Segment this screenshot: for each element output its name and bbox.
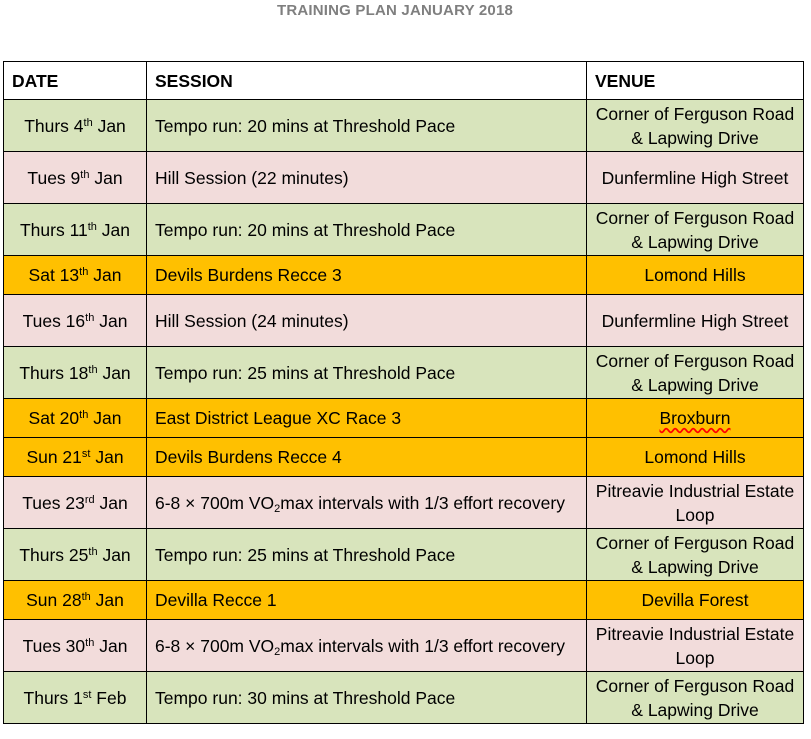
date-ordinal-suffix: th [83,116,93,129]
date-month: Jan [95,447,124,467]
header-venue: VENUE [587,62,804,100]
date-cell [4,438,147,477]
date-day: Thurs 25 [19,544,89,565]
date-day: Sun 28 [26,590,82,610]
date-month: Jan [94,167,123,188]
date-cell [4,152,147,204]
table-header-row [4,62,804,100]
date-day: Thurs 1 [23,687,83,708]
date-cell [4,204,147,256]
date-cell [4,256,147,295]
table-row [4,152,804,204]
date-ordinal-suffix: th [85,311,95,324]
date-ordinal-suffix: th [88,545,98,558]
date-cell [4,581,147,620]
date-day: Thurs 4 [24,115,84,136]
date-month: Jan [99,310,128,331]
venue-text: Broxburn [659,408,731,428]
date-day: Sat 20 [28,408,80,428]
date-day: Thurs 11 [19,219,88,240]
table-row [4,204,804,256]
venue-text: Corner of Ferguson Road & Lapwing Drive [595,103,795,148]
venue-text: Corner of Ferguson Road & Lapwing Drive [595,350,795,395]
date-month: Jan [99,492,128,513]
session-cell: Tempo run: 30 mins at Threshold Pace [147,672,587,724]
venue-cell [587,672,804,724]
table-row [4,347,804,399]
session-cell: Devilla Recce 1 [147,581,587,620]
date-month: Jan [99,635,128,656]
table-row [4,399,804,438]
date-ordinal-suffix: th [85,636,95,649]
date-day: Tues 30 [22,635,86,656]
venue-text: Corner of Ferguson Road & Lapwing Drive [595,532,795,577]
session-text-start: 6-8 × 700m VO [155,635,275,656]
table-row [4,438,804,477]
date-month: Jan [93,408,122,428]
session-subscript: 2 [274,645,281,658]
training-plan-table [3,61,804,724]
session-cell: Tempo run: 25 mins at Threshold Pace [147,347,587,399]
date-cell [4,672,147,724]
page-title: TRAINING PLAN JANUARY 2018 [276,2,514,19]
venue-text: Dunfermline High Street [601,310,789,331]
session-cell: Tempo run: 20 mins at Threshold Pace [147,204,587,256]
table-row [4,100,804,152]
venue-text: Pitreavie Industrial Estate Loop [595,480,795,525]
venue-text: Devilla Forest [641,590,749,610]
date-month: Jan [102,544,131,565]
session-text-end: max intervals with 1/3 effort recovery [280,635,565,656]
date-cell [4,295,147,347]
date-cell [4,529,147,581]
session-text-end: max intervals with 1/3 effort recovery [280,492,565,513]
session-cell: Devils Burdens Recce 3 [147,256,587,295]
table-row [4,581,804,620]
date-month: Jan [101,219,131,240]
venue-cell [587,204,804,256]
session-cell: Hill Session (24 minutes) [147,295,587,347]
date-ordinal-suffix: th [88,363,98,376]
header-session: SESSION [147,62,587,100]
date-day: Sat 13 [28,265,80,285]
session-cell [147,477,587,529]
date-ordinal-suffix: th [81,591,91,603]
venue-text: Pitreavie Industrial Estate Loop [595,623,795,668]
session-cell: Devils Burdens Recce 4 [147,438,587,477]
date-cell [4,477,147,529]
date-ordinal-suffix: st [82,688,92,701]
venue-text: Dunfermline High Street [601,167,789,188]
date-cell [4,100,147,152]
date-ordinal-suffix: th [79,409,89,421]
table-row [4,477,804,529]
venue-text: Lomond Hills [644,447,746,467]
venue-cell [587,100,804,152]
date-cell [4,347,147,399]
session-cell: East District League XC Race 3 [147,399,587,438]
table-row [4,529,804,581]
venue-cell [587,256,804,295]
date-month: Jan [95,590,124,610]
table-row [4,295,804,347]
date-ordinal-suffix: th [79,266,89,278]
date-day: Tues 16 [22,310,86,331]
venue-cell [587,295,804,347]
date-ordinal-suffix: th [80,168,90,181]
venue-text: Corner of Ferguson Road & Lapwing Drive [595,207,795,252]
venue-cell [587,438,804,477]
date-ordinal-suffix: th [87,220,97,233]
date-month: Jan [97,115,126,136]
date-ordinal-suffix: st [81,448,91,460]
date-day: Tues 23 [22,492,85,513]
venue-cell [587,399,804,438]
venue-cell [587,347,804,399]
session-cell: Tempo run: 25 mins at Threshold Pace [147,529,587,581]
header-date: DATE [4,62,147,100]
venue-cell [587,581,804,620]
date-day: Sun 21 [26,447,82,467]
date-day: Tues 9 [27,167,81,188]
venue-cell [587,620,804,672]
table-row [4,672,804,724]
date-month: Jan [93,265,122,285]
venue-text: Lomond Hills [644,265,746,285]
session-cell [147,620,587,672]
venue-text: Corner of Ferguson Road & Lapwing Drive [595,675,795,720]
table-row [4,256,804,295]
session-subscript: 2 [274,502,281,515]
date-ordinal-suffix: rd [84,493,95,506]
venue-cell [587,152,804,204]
venue-cell [587,529,804,581]
session-text-start: 6-8 × 700m VO [155,492,275,513]
date-cell [4,399,147,438]
date-month: Jan [102,362,131,383]
table-row [4,620,804,672]
session-cell: Hill Session (22 minutes) [147,152,587,204]
venue-cell [587,477,804,529]
date-day: Thurs 18 [19,362,89,383]
date-cell [4,620,147,672]
session-cell: Tempo run: 20 mins at Threshold Pace [147,100,587,152]
date-month: Feb [96,687,127,708]
